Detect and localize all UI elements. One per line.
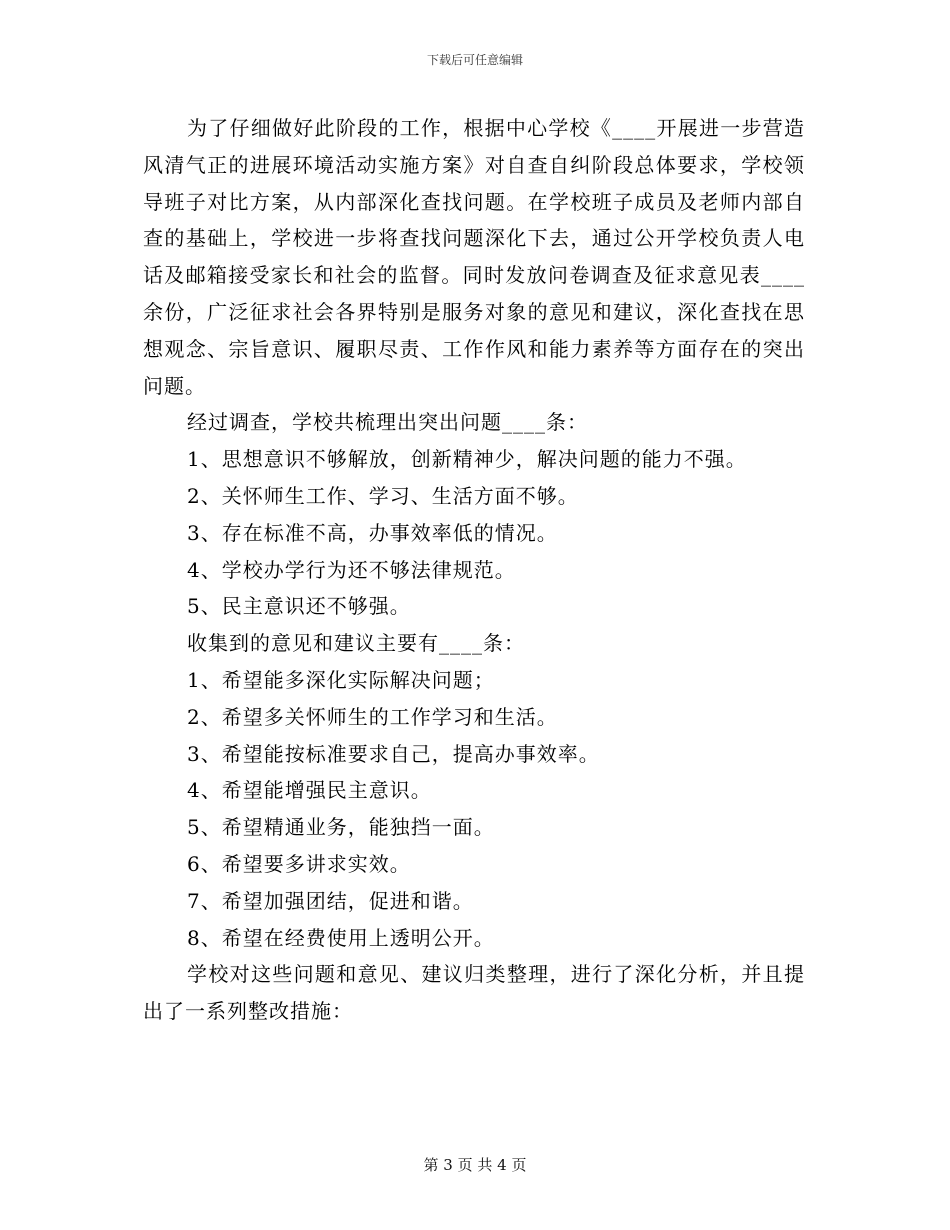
suggestion-item: 4、希望能增强民主意识。 xyxy=(187,778,432,803)
suggestion-item: 1、希望能多深化实际解决问题； xyxy=(187,667,495,692)
suggestion-item: 8、希望在经费使用上透明公开。 xyxy=(187,925,495,950)
page-footer: 第 3 页 共 4 页 xyxy=(423,1156,527,1174)
problem-item: 4、学校办学行为还不够法律规范。 xyxy=(187,557,516,582)
intro-paragraph: 为了仔细做好此阶段的工作，根据中心学校《____开展进一步营造风清气正的进展环境活动实施方案》对自查自纠阶段总体要求，学校领导班子对比方案，从内部深化查找问题。在学校班子成员及老师内部自查的基础上，学校进一步将查找问题深化下去，通过公开学校负责人电话及邮箱接受家长和社会的监督。同时发放问卷调查及征求意见表____余份，广泛征求社会各界特别是服务对象的意见和建议，深化查找在思想观念、宗旨意识、履职尽责、工作作风和能力素养等方面存在的突出问题。 xyxy=(143,116,805,398)
suggestion-item: 6、希望要多讲求实效。 xyxy=(187,851,411,876)
problems-heading: 经过调查，学校共梳理出突出问题____条： xyxy=(187,410,588,435)
suggestion-item: 5、希望精通业务，能独挡一面。 xyxy=(187,815,495,840)
problem-item: 5、民主意识还不够强。 xyxy=(187,594,411,619)
problem-item: 3、存在标准不高，办事效率低的情况。 xyxy=(187,520,558,545)
suggestion-item: 2、希望多关怀师生的工作学习和生活。 xyxy=(187,704,558,729)
problem-item: 2、关怀师生工作、学习、生活方面不够。 xyxy=(187,483,579,508)
suggestion-item: 3、希望能按标准要求自己，提高办事效率。 xyxy=(187,741,600,766)
problem-item: 1、思想意识不够解放，创新精神少，解决问题的能力不强。 xyxy=(187,447,747,472)
problems-list xyxy=(143,441,805,625)
suggestion-item: 7、希望加强团结，促进和谐。 xyxy=(187,888,474,913)
suggestions-heading: 收集到的意见和建议主要有____条： xyxy=(187,631,525,656)
document-body xyxy=(143,110,805,1030)
closing-paragraph: 学校对这些问题和意见、建议归类整理，进行了深化分析，并且提出了一系列整改措施： xyxy=(143,962,805,1024)
page-header: 下载后可任意编辑 xyxy=(426,53,523,67)
suggestions-list xyxy=(143,662,805,956)
